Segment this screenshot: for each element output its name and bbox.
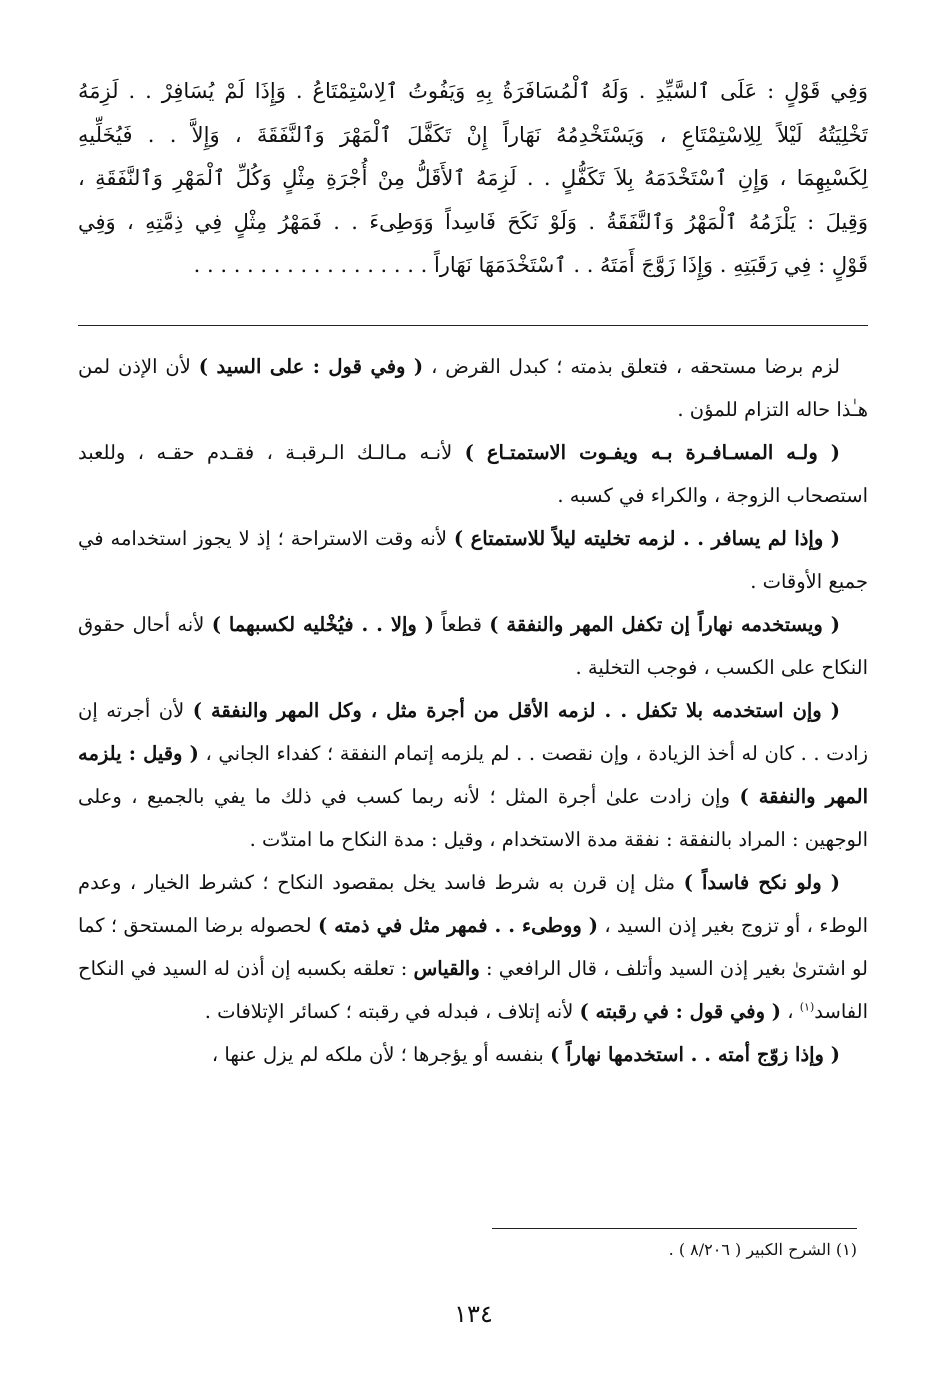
commentary-text: : تعلقه بكسبه إن أذن له السيد في النكاح الفاسد <box>78 957 868 1023</box>
quoted-matn: ( وقيل : يلزمه المهر والنفقة ) <box>78 742 868 808</box>
commentary-text: لأن الإذن لمن هـٰذا حاله التزام للمؤن . <box>78 355 868 421</box>
sharh-paragraph <box>78 517 868 603</box>
matn-line: لِكَسْبِهِمَا ، وَإِنِ ٱسْتَخْدَمَهُ بِلاَ تَكَفُّلٍ . . لَزِمَهُ ٱلأَقَلُّ مِنْ أُجْرَةِ مِثْلٍ وَكُلِّ ٱلْمَهْرِ وَٱلنَّفَقَةِ ، <box>78 166 868 190</box>
matn-line: وَفِي قَوْلٍ : عَلَى ٱلسَّيِّدِ . وَلَهُ ٱلْمُسَافَرَةُ بِهِ وَيَفُوتُ ٱلِاسْتِمْتَاعُ . وَإِذَا لَمْ يُسَافِرْ . . لَزِمَهُ <box>78 79 868 103</box>
sharh-paragraph <box>78 689 868 861</box>
page-number: ١٣٤ <box>454 1300 493 1328</box>
matn-text <box>78 70 868 288</box>
commentary-text: لأنـه مـالـك الـرقبـة ، فقـدم حقـه ، وللعبد استصحاب الزوجة ، والكراء في كسبه . <box>78 441 868 507</box>
commentary-text: قطعاً <box>433 613 490 636</box>
quoted-matn: ( ولو نكح فاسداً ) <box>683 871 840 894</box>
sharh-paragraph <box>78 431 868 517</box>
commentary-text: لزم برضا مستحقه ، فتعلق بذمته ؛ كبدل القرض ، <box>423 355 840 378</box>
quoted-matn: والقياس <box>413 957 480 980</box>
commentary-text: لأنه وقت الاستراحة ؛ إذ لا يجوز استخدامه في جميع الأوقات . <box>78 527 868 593</box>
matn-line: تَخْلِيَتُهُ لَيْلاً لِلِاسْتِمْتَاعِ ، وَيَسْتَخْدِمُهُ نَهَاراً إِنْ تَكَفَّلَ ٱلْمَهْرَ وَٱلنَّفَقَةَ ، وَإِلاَّ . . فَيُخَلِّيهِ <box>78 122 868 147</box>
quoted-matn: ( ولـه المسـافـرة بـه ويفـوت الاستمتـاع ) <box>464 441 841 464</box>
commentary-text: لأن أجرته إن زادت . . كان له أخذ الزيادة ، وإن نقصت . . لم يلزمه إتمام النفقة ؛ كفداء الجاني ، <box>78 699 868 765</box>
matn-divider <box>78 325 868 326</box>
quoted-matn: ( وفي قول : على السيد ) <box>198 355 424 378</box>
quoted-matn: ( وإذا زوّج أمته . . استخدمها نهاراً ) <box>550 1043 840 1066</box>
commentary-text: لأنه إتلاف ، فبدله في رقبته ؛ كسائر الإتلافات . <box>204 1000 580 1023</box>
matn-block <box>78 70 868 288</box>
sharh-paragraph <box>78 603 868 689</box>
commentary-text: وإن زادت علىٰ أجرة المثل ؛ لأنه ربما كسب في ذلك ما يفي بالجميع ، وعلى الوجهين : المراد بالنفقة : نفقة مدة الاستخدام ، وقيل : مدة النكاح ما امتدّت . <box>78 785 868 851</box>
quoted-matn: ( ووطىء . . فمهر مثل في ذمته ) <box>317 914 598 937</box>
sharh-paragraph <box>78 345 868 431</box>
commentary-text: مثل إن قرن به شرط فاسد يخل بمقصود النكاح ؛ كشرط الخيار ، وعدم الوطء ، أو تزوج بغير إذن السيد ، <box>78 871 868 937</box>
commentary-text: ، <box>781 1000 800 1023</box>
quoted-matn: ( ويستخدمه نهاراً إن تكفل المهر والنفقة ) <box>489 613 840 636</box>
matn-line: قَوْلٍ : فِي رَقَبَتِهِ . وَإِذَا زَوَّجَ أَمَتَهُ . . ٱسْتَخْدَمَهَا نَهَاراً . . . . . . . . . . . . . . . . . . <box>193 253 868 277</box>
quoted-matn: ( وإذا لم يسافر . . لزمه تخليته ليلاً للاستمتاع ) <box>453 527 840 550</box>
footnote: (١) الشرح الكبير ( ٨/٢٠٦ ) . <box>668 1240 857 1259</box>
commentary-text: لحصوله برضا المستحق ؛ كما لو اشترىٰ بغير إذن السيد وأتلف ، قال الرافعي : <box>78 914 868 980</box>
quoted-matn: ( وإن استخدمه بلا تكفل . . لزمه الأقل من أجرة مثل ، وكل المهر والنفقة ) <box>192 699 841 722</box>
sharh-paragraph <box>78 1033 868 1076</box>
quoted-matn: ( وإلا . . فيُخْليه لكسبهما ) <box>211 613 434 636</box>
sharh-paragraph <box>78 861 868 1033</box>
quoted-matn: ( وفي قول : في رقبته ) <box>579 1000 782 1023</box>
commentary-text: بنفسه أو يؤجرها ؛ لأن ملكه لم يزل عنها ، <box>211 1043 551 1066</box>
sharh-block <box>78 345 868 1076</box>
matn-line: وَقِيلَ : يَلْزَمُهُ ٱلْمَهْرُ وَٱلنَّفَقَةُ . وَلَوْ نَكَحَ فَاسِداً وَوَطِىءَ . . فَمَهْرُ مِثْلٍ فِي ذِمَّتِهِ ، وَفِي <box>78 209 868 234</box>
commentary-text: لأنه أحال حقوق النكاح على الكسب ، فوجب التخلية . <box>78 613 868 679</box>
footnote-divider <box>492 1228 857 1229</box>
footnote-marker[interactable]: (١) <box>799 1000 815 1014</box>
